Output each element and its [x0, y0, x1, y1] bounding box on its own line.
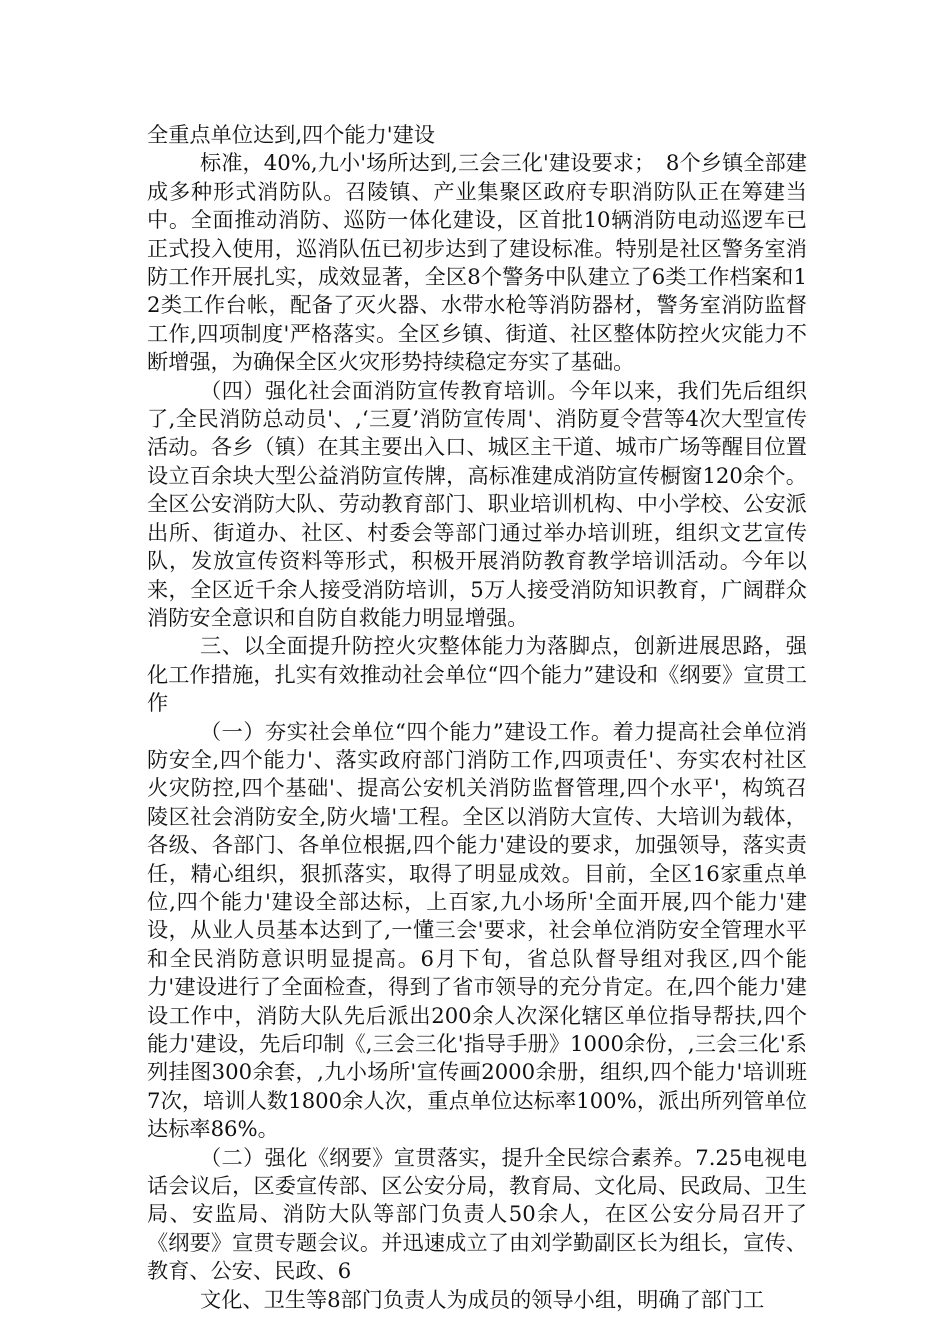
paragraph-community-fire-control: 标准，40%,九小'场所达到,三会三化'建设要求； 8个乡镇全部建成多种形式消防队。召陵镇、产业集聚区政府专职消防队正在筹建当中。全面推动消防、巡防一体化建设，区首批10辆消防电动巡逻车已正式投入使用，巡消队伍已初步达到了建设标准。特别是社区警务室消防工作开展扎实，成效显著，全区8个警务中队建立了6类工作档案和12类工作台帐，配备了灭火器、水带水枪等消防器材，警务室消防监督工作,四项制度'严格落实。全区乡镇、街道、社区整体防控火灾能力不断增强，为确保全区火灾形势持续稳定夯实了基础。 — [147, 150, 807, 375]
document-body — [147, 121, 807, 1314]
paragraph-four-capabilities: （一）夯实社会单位“四个能力”建设工作。着力提高社会单位消防安全,四个能力'、落实政府部门消防工作,四项责任'、夯实农村社区火灾防控,四个基础'、提高公安机关消防监督管理,四个水平'，构筑召陵区社会消防安全,防火墙'工程。全区以消防大宣传、大培训为载体，各级、各部门、各单位根据,四个能力'建设的要求，加强领导，落实责任，精心组织，狠抓落实，取得了明显成效。目前，全区16家重点单位,四个能力'建设全部达标，上百家,九小场所'全面开展,四个能力'建设，从业人员基本达到了,一懂三会'要求，社会单位消防安全管理水平和全民消防意识明显提高。6月下旬，省总队督导组对我区,四个能力'建设进行了全面检查，得到了省市领导的充分肯定。在,四个能力'建设工作中，消防大队先后派出200余人次深化辖区单位指导帮扶,四个能力'建设，先后印制《,三会三化'指导手册》1000余份，,三会三化'系列挂图300余套，,九小场所'宣传画2000余册，组织,四个能力'培训班7次，培训人数1800余人次，重点单位达标率100%，派出所列管单位达标率86%。 — [147, 718, 807, 1142]
paragraph-leading-group: 文化、卫生等8部门负责人为成员的领导小组，明确了部门工 — [200, 1286, 765, 1312]
paragraph-publicity-training: （四）强化社会面消防宣传教育培训。今年以来，我们先后组织了,全民消防总动员'、,‘三夏’消防宣传周'、消防夏令营等4次大型宣传活动。各乡（镇）在其主要出入口、城区主干道、城市广场等醒目位置设立百余块大型公益消防宣传牌，高标准建成消防宣传橱窗120余个。全区公安消防大队、劳动教育部门、职业培训机构、中小学校、公安派出所、街道办、社区、村委会等部门通过举办培训班，组织文艺宣传队，发放宣传资料等形式，积极开展消防教育教学培训活动。今年以来，全区近千余人接受消防培训，5万人接受消防知识教育，广阔群众消防安全意识和自防自救能力明显增强。 — [147, 377, 807, 630]
section-heading-three: 三、以全面提升防控火灾整体能力为落脚点，创新进展思路，强化工作措施，扎实有效推动社会单位“四个能力”建设和《纲要》宣贯工作 — [147, 633, 807, 716]
paragraph-outline-implementation: （二）强化《纲要》宣贯落实，提升全民综合素养。7.25电视电话会议后，区委宣传部、区公安分局，教育局、文化局、民政局、卫生局、安监局、消防大队等部门负责人50余人，在区公安分局召开了《纲要》宣贯专题会议。并迅速成立了由刘学勤副区长为组长，宣传、教育、公安、民政、6 — [147, 1144, 807, 1284]
paragraph-continuation: 全重点单位达到,四个能力'建设 — [147, 122, 435, 147]
